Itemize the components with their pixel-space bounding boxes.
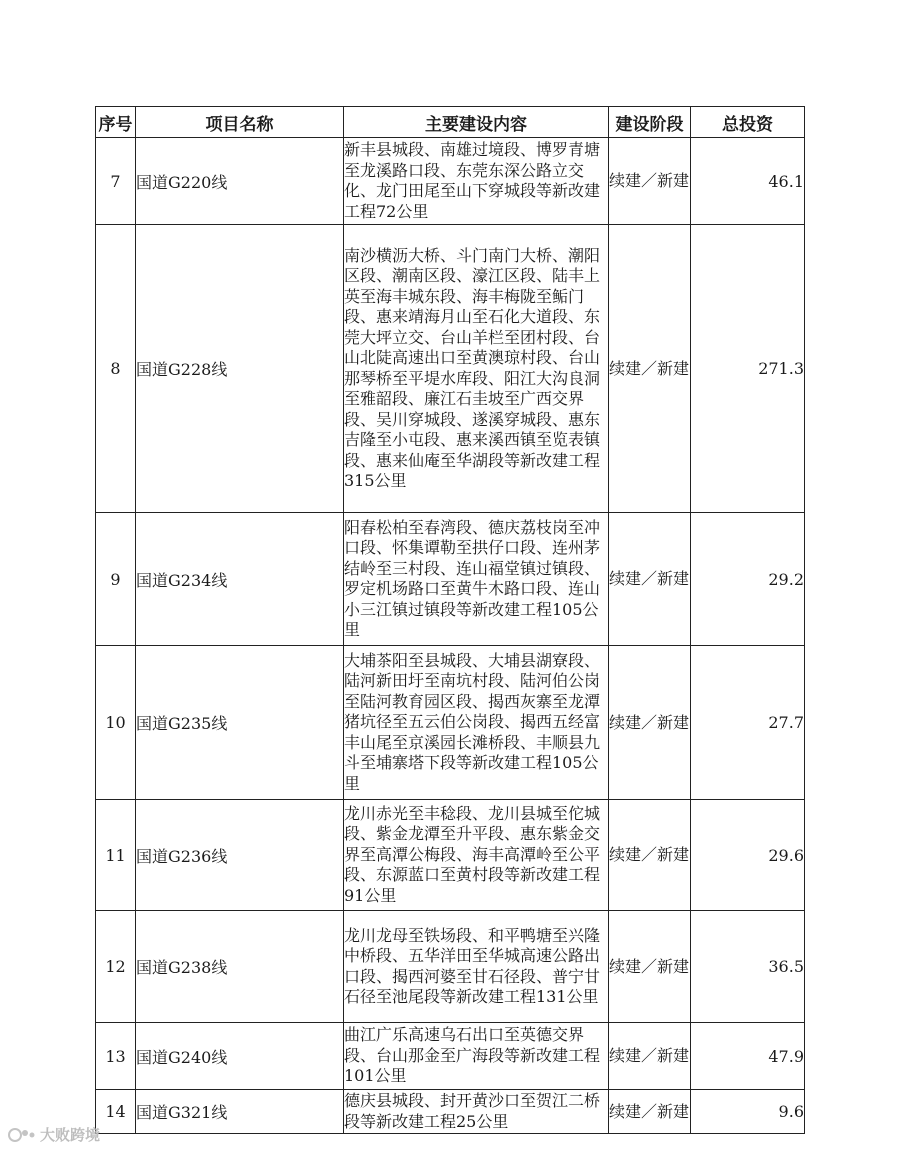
table-row <box>96 646 805 800</box>
header-no: 序号 <box>96 107 136 138</box>
row-number: 11 <box>96 800 136 911</box>
table-row <box>96 513 805 646</box>
table-row <box>96 1023 805 1090</box>
project-table <box>95 106 805 1134</box>
header-stage: 建设阶段 <box>609 107 691 138</box>
watermark <box>8 1124 100 1145</box>
project-name: 国道G321线 <box>136 1090 344 1134</box>
project-investment: 47.9 <box>691 1023 805 1090</box>
header-investment: 总投资 <box>691 107 805 138</box>
project-investment: 271.3 <box>691 225 805 513</box>
project-investment: 27.7 <box>691 646 805 800</box>
project-name: 国道G238线 <box>136 911 344 1023</box>
project-stage: 续建／新建 <box>609 225 691 513</box>
table-header-row <box>96 107 805 138</box>
project-content: 龙川赤光至丰稔段、龙川县城至佗城段、紫金龙潭至升平段、惠东紫金交界至高潭公梅段、海丰高潭岭至公平段、东源蓝口至黄村段等新改建工程91公里 <box>344 800 609 911</box>
project-investment: 29.2 <box>691 513 805 646</box>
project-name: 国道G235线 <box>136 646 344 800</box>
project-stage: 续建／新建 <box>609 138 691 225</box>
project-investment: 29.6 <box>691 800 805 911</box>
project-name: 国道G220线 <box>136 138 344 225</box>
project-content: 南沙横沥大桥、斗门南门大桥、潮阳区段、潮南区段、濠江区段、陆丰上英至海丰城东段、海丰梅陇至鲘门段、惠来靖海月山至石化大道段、东莞大坪立交、台山羊栏至团村段、台山北陡高速出口至黄澳琼村段、台山那琴桥至平堤水库段、阳江大沟良洞至雅韶段、廉江石圭坡至广西交界段、吴川穿城段、遂溪穿城段、惠东吉隆至小屯段、惠来溪西镇至览表镇段、惠来仙庵至华湖段等新改建工程315公里 <box>344 225 609 513</box>
row-number: 10 <box>96 646 136 800</box>
project-investment: 46.1 <box>691 138 805 225</box>
project-stage: 续建／新建 <box>609 911 691 1023</box>
project-investment: 36.5 <box>691 911 805 1023</box>
table-row <box>96 225 805 513</box>
header-main-content: 主要建设内容 <box>344 107 609 138</box>
table-row <box>96 138 805 225</box>
table-row <box>96 1090 805 1134</box>
row-number: 9 <box>96 513 136 646</box>
watermark-logo-icon <box>8 1126 36 1144</box>
project-stage: 续建／新建 <box>609 1023 691 1090</box>
project-stage: 续建／新建 <box>609 646 691 800</box>
project-content: 德庆县城段、封开黄沙口至贺江二桥段等新改建工程25公里 <box>344 1090 609 1134</box>
table-row <box>96 911 805 1023</box>
header-project-name: 项目名称 <box>136 107 344 138</box>
project-stage: 续建／新建 <box>609 1090 691 1134</box>
project-stage: 续建／新建 <box>609 800 691 911</box>
project-content: 阳春松柏至春湾段、德庆荔枝岗至冲口段、怀集谭勒至拱仔口段、连州茅结岭至三村段、连山福堂镇过镇段、罗定机场路口至黄牛木路口段、连山小三江镇过镇段等新改建工程105公里 <box>344 513 609 646</box>
watermark-text: 大败跨境 <box>40 1126 101 1144</box>
row-number: 7 <box>96 138 136 225</box>
project-name: 国道G228线 <box>136 225 344 513</box>
project-content: 大埔茶阳至县城段、大埔县湖寮段、陆河新田圩至南坑村段、陆河伯公岗至陆河教育园区段、揭西灰寨至龙潭猪坑径至五云伯公岗段、揭西五经富丰山尾至京溪园长滩桥段、丰顺县九斗至埔寨塔下段等新改建工程105公里 <box>344 646 609 800</box>
project-content: 曲江广乐高速乌石出口至英德交界段、台山那金至广海段等新改建工程101公里 <box>344 1023 609 1090</box>
row-number: 12 <box>96 911 136 1023</box>
project-name: 国道G240线 <box>136 1023 344 1090</box>
project-content: 新丰县城段、南雄过境段、博罗青塘至龙溪路口段、东莞东深公路立交化、龙门田尾至山下穿城段等新改建工程72公里 <box>344 138 609 225</box>
row-number: 14 <box>96 1090 136 1134</box>
project-name: 国道G234线 <box>136 513 344 646</box>
row-number: 8 <box>96 225 136 513</box>
project-investment: 9.6 <box>691 1090 805 1134</box>
project-content: 龙川龙母至铁场段、和平鸭塘至兴隆中桥段、五华洋田至华城高速公路出口段、揭西河婆至甘石径段、普宁甘石径至池尾段等新改建工程131公里 <box>344 911 609 1023</box>
table-row <box>96 800 805 911</box>
project-name: 国道G236线 <box>136 800 344 911</box>
project-stage: 续建／新建 <box>609 513 691 646</box>
row-number: 13 <box>96 1023 136 1090</box>
